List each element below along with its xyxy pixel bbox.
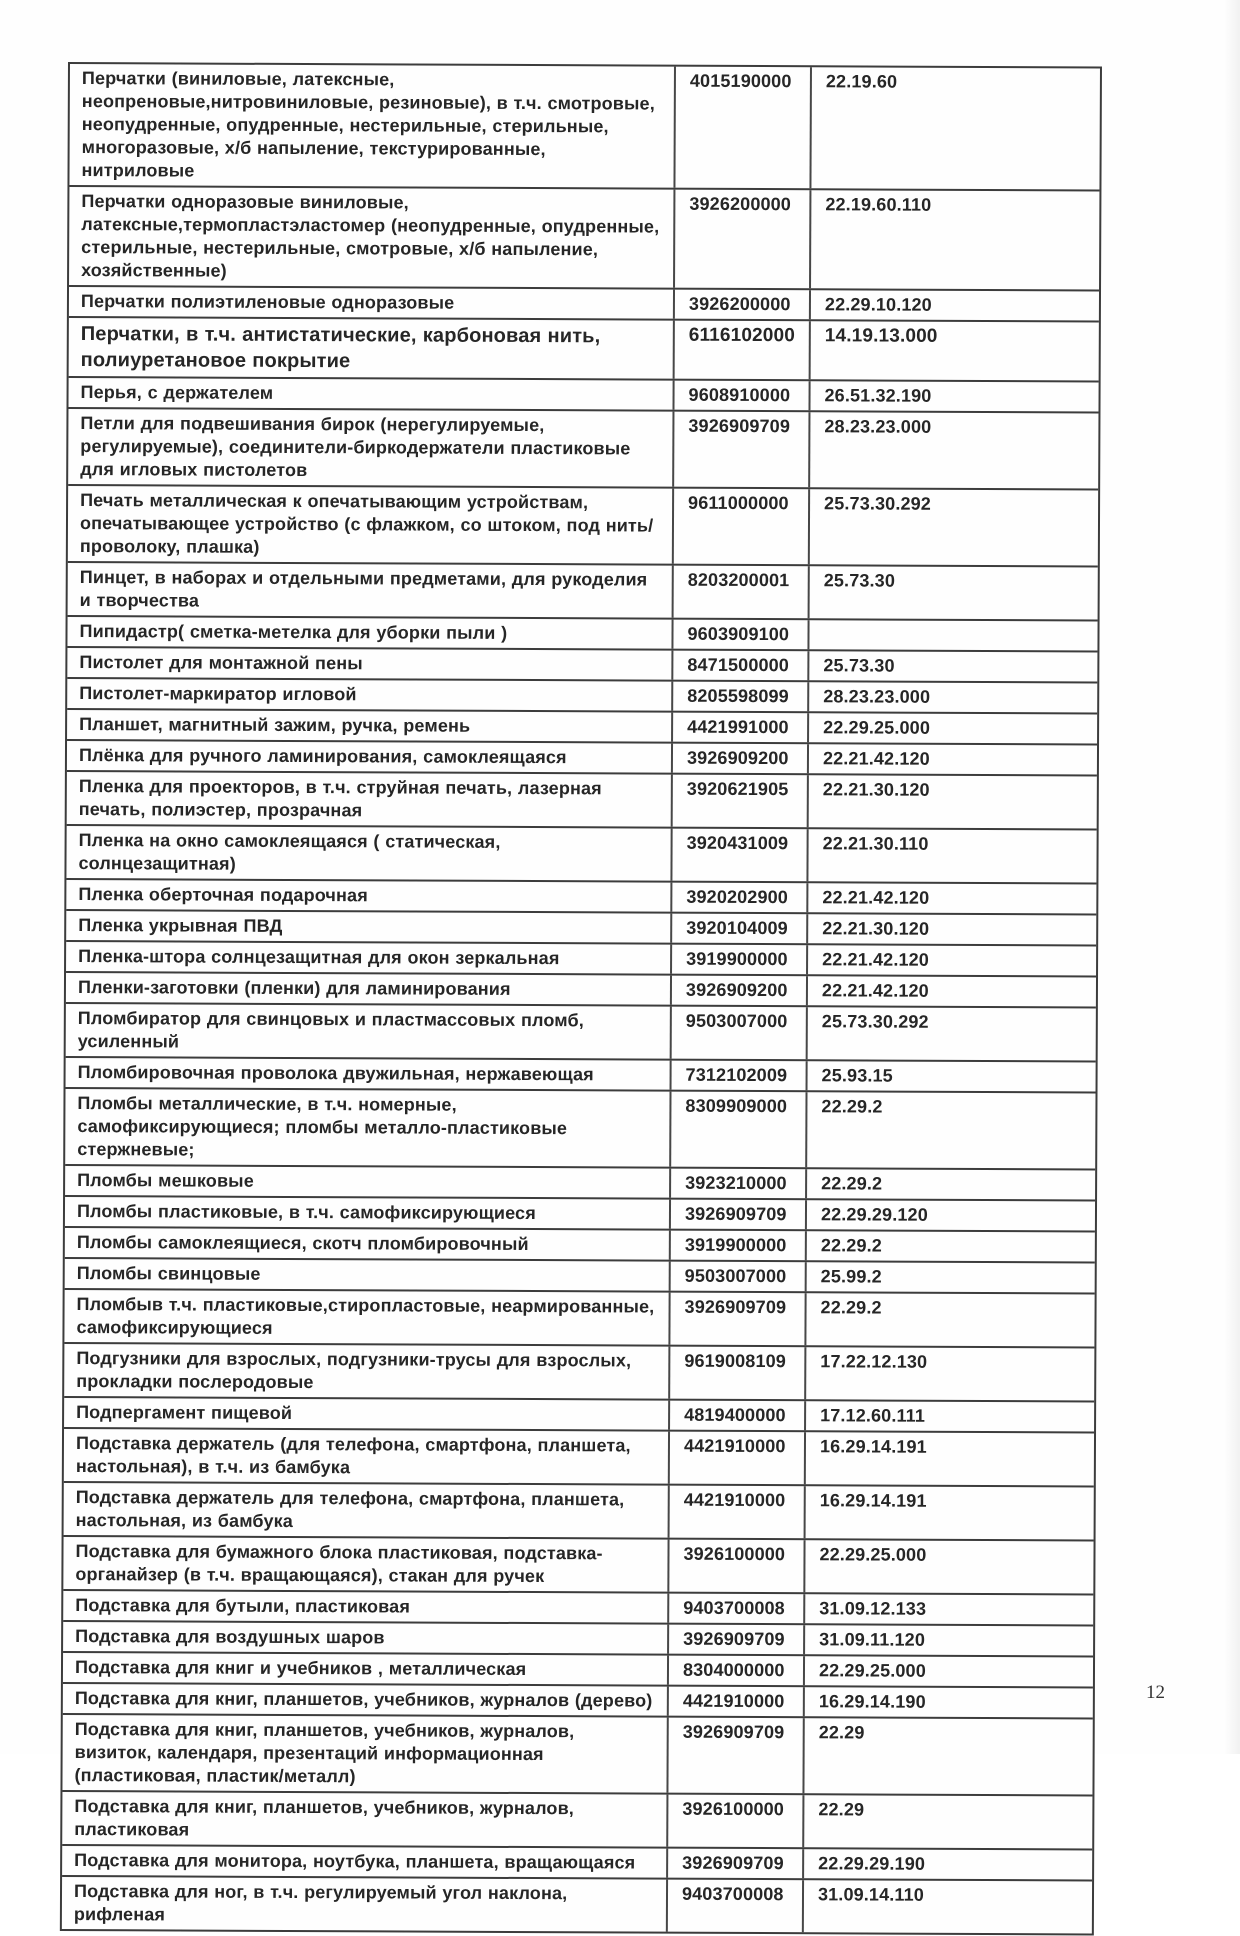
- product-description: Подставка для книг, планшетов, учебников, журналов, пластиковая: [74, 1796, 575, 1840]
- classifier-code: 22.19.60.110: [809, 190, 1099, 289]
- classifier-code: 22.29.25.000: [807, 713, 1097, 743]
- classifier-code: 16.29.14.191: [804, 1432, 1094, 1485]
- customs-code: 4421910000: [667, 1687, 803, 1717]
- classifier-code: 22.21.42.120: [806, 945, 1096, 975]
- product-description: Пломбировочная проволока двужильная, нержавеющая: [77, 1062, 594, 1085]
- customs-code: 9403700008: [666, 1880, 802, 1933]
- product-description: Подгузники для взрослых, подгузники-трусы для взрослых, прокладки послеродовые: [76, 1348, 632, 1393]
- product-description: Пленка оберточная подарочная: [78, 884, 368, 906]
- classifier-code: 14.19.13.000: [809, 321, 1099, 380]
- product-description: Пинцет, в наборах и отдельными предметами, для рукоделия и творчества: [79, 567, 648, 611]
- product-description: Пломбы свинцовые: [76, 1263, 261, 1284]
- classifier-code: 22.29.10.120: [809, 290, 1099, 320]
- product-description: Пломбы мешковые: [77, 1170, 254, 1191]
- classifier-code: 31.09.14.110: [802, 1880, 1092, 1933]
- customs-code: 4819400000: [668, 1401, 804, 1431]
- classifier-code: 25.73.30: [807, 651, 1097, 681]
- table-row: [63, 1620, 1093, 1655]
- table-row: [64, 1427, 1094, 1485]
- table-row: [65, 1164, 1095, 1199]
- customs-code: 3926200000: [673, 290, 809, 320]
- customs-code: 4421991000: [671, 713, 807, 743]
- product-description: Пломбы пластиковые, в т.ч. самофиксирующиеся: [76, 1201, 536, 1224]
- product-description: Пленки-заготовки (пленки) для ламинирования: [77, 977, 511, 999]
- customs-code: 4015190000: [673, 67, 810, 189]
- customs-code: 3926909709: [668, 1293, 804, 1346]
- customs-code: 3926909200: [671, 744, 807, 774]
- product-description: Перчатки, в т.ч. антистатические, карбоновая нить, полиуретановое покрытие: [80, 323, 601, 373]
- customs-code: 3926909709: [669, 1200, 805, 1230]
- customs-code: 3926909709: [667, 1625, 803, 1655]
- classifier-code: 22.21.42.120: [806, 883, 1096, 913]
- classifier-code: 22.29.29.120: [805, 1200, 1095, 1230]
- table-row: [65, 1195, 1095, 1230]
- customs-code: 3926909709: [666, 1718, 802, 1794]
- table-row: [67, 677, 1097, 712]
- classifier-code: 17.22.12.130: [804, 1347, 1094, 1400]
- table-row: [68, 407, 1098, 488]
- table-row: [64, 1342, 1094, 1400]
- product-description: Пленка укрывная ПВД: [78, 915, 283, 936]
- table-row: [65, 1257, 1095, 1292]
- customs-code: 3920104009: [670, 914, 806, 944]
- table-row: [68, 561, 1098, 619]
- customs-code: 3926200000: [673, 190, 809, 289]
- classifier-code: 25.73.30.292: [808, 489, 1098, 565]
- classifier-code: 22.29.2: [805, 1169, 1095, 1199]
- classifier-code: 22.29: [802, 1795, 1092, 1848]
- classifier-code: 31.09.12.133: [803, 1594, 1093, 1624]
- classifier-code: 22.29.2: [804, 1293, 1094, 1346]
- product-description: Перчатки (виниловые, латексные, неопреновые,нитровиниловые, резиновые), в т.ч. смотровые, неопудренные, опудренные, нестерильные, стерильные, многоразовые, х/б напыление, текстурированные, нитриловые: [81, 68, 655, 181]
- classifier-code: 28.23.23.000: [807, 682, 1097, 712]
- table-row: [67, 770, 1097, 828]
- customs-code: 9619008109: [668, 1347, 804, 1400]
- classifier-code: 25.99.2: [805, 1262, 1095, 1292]
- classifier-code: 17.12.60.111: [804, 1401, 1094, 1431]
- table-row: [66, 940, 1096, 975]
- table-row: [68, 484, 1098, 565]
- product-description: Пломбыв т.ч. пластиковые,стиропластовые, неармированные, самофиксирующиеся: [76, 1294, 655, 1338]
- product-description: Подставка держатель для телефона, смартфона, планшета, настольная, из бамбука: [75, 1487, 625, 1531]
- product-description: Подставка для бумажного блока пластиковая, подставка-органайзер (в т.ч. вращающаяся), стакан для ручек: [75, 1541, 603, 1587]
- classifier-code: 26.51.32.190: [808, 381, 1098, 411]
- product-description: Подставка держатель (для телефона, смартфона, планшета, настольная), в т.ч. из бамбука: [75, 1433, 631, 1478]
- page-number: 12: [1146, 1682, 1165, 1703]
- classifier-code: [807, 620, 1097, 650]
- product-description: Петли для подвешивания бирок (нерегулируемые, регулируемые), соединители-биркодержатели пластиковые для игловых пистолетов: [80, 413, 631, 481]
- classifier-code: 16.29.14.191: [804, 1486, 1094, 1539]
- table-row: [66, 909, 1096, 944]
- customs-code: 3919900000: [670, 945, 806, 975]
- customs-code: 3926100000: [666, 1795, 802, 1848]
- classifier-code: 25.73.30.292: [806, 1007, 1096, 1060]
- classifier-code: 22.21.30.110: [806, 829, 1096, 882]
- table-row: [65, 1087, 1095, 1168]
- customs-code: 9603909100: [671, 620, 807, 650]
- table-row: [62, 1844, 1092, 1879]
- table-row: [68, 376, 1098, 411]
- customs-code: 8309909000: [669, 1092, 805, 1168]
- table-row: [69, 316, 1099, 380]
- product-description: Подставка для монитора, ноутбука, планшета, вращающаяся: [74, 1850, 636, 1873]
- customs-code: 4421910000: [668, 1486, 804, 1539]
- classifier-code: 22.29.2: [805, 1231, 1095, 1261]
- classifier-code: 22.29: [802, 1718, 1092, 1794]
- product-description: Подставка для воздушных шаров: [75, 1626, 385, 1648]
- table-row: [62, 1790, 1092, 1848]
- classifier-code: 22.21.30.120: [807, 775, 1097, 828]
- classifier-code: 16.29.14.190: [803, 1687, 1093, 1717]
- product-description: Подставка для бутыли, пластиковая: [75, 1595, 411, 1617]
- customs-code: 3920431009: [670, 829, 806, 882]
- classifier-code: 22.19.60: [809, 67, 1100, 189]
- classifier-code: 28.23.23.000: [808, 412, 1098, 488]
- product-code-table: [60, 62, 1102, 1935]
- table-row: [65, 1226, 1095, 1261]
- table-row: [67, 708, 1097, 743]
- table-row: [66, 1002, 1096, 1060]
- table-row: [66, 971, 1096, 1006]
- classifier-code: 22.29.29.190: [802, 1849, 1092, 1879]
- customs-code: 3926909709: [666, 1849, 802, 1879]
- table-row: [67, 739, 1097, 774]
- table-row: [66, 1056, 1096, 1091]
- classifier-code: 22.21.30.120: [806, 914, 1096, 944]
- table-row: [63, 1651, 1093, 1686]
- product-description: Печать металлическая к опечатывающим устройствам, опечатывающее устройство (с флажком, со штоком, под нить/проволоку, плашка): [79, 490, 654, 557]
- product-description: Пленка-штора солнцезащитная для окон зеркальная: [78, 946, 560, 969]
- product-description: Пломбы самоклеящиеся, скотч пломбировочный: [76, 1232, 529, 1255]
- product-description: Пленка для проекторов, в т.ч. струйная печать, лазерная печать, полиэстер, прозрачная: [78, 776, 602, 821]
- table-row: [69, 64, 1100, 189]
- customs-code: 4421910000: [668, 1432, 804, 1485]
- table-row: [64, 1481, 1094, 1539]
- customs-code: 8304000000: [667, 1656, 803, 1686]
- customs-code: 3926100000: [667, 1540, 803, 1593]
- customs-code: 9503007000: [669, 1262, 805, 1292]
- product-description: Перья, с держателем: [80, 382, 274, 403]
- classifier-code: 22.21.42.120: [806, 976, 1096, 1006]
- product-description: Пленка на окно самоклеящаяся ( статическая, солнцезащитная): [78, 830, 501, 874]
- customs-code: 9503007000: [670, 1007, 806, 1060]
- product-description: Подставка для книг, планшетов, учебников, журналов, визиток, календаря, презентаций информационная (пластиковая, пластик/металл): [74, 1719, 575, 1787]
- classifier-code: 22.29.25.000: [803, 1540, 1093, 1593]
- scan-edge-shadow: [1224, 0, 1240, 1754]
- product-description: Перчатки одноразовые виниловые, латексные,термопластэластомер (неопудренные, опудренные, стерильные, нестерильные, смотровые, х/б напыление, хозяйственные): [81, 191, 660, 281]
- table-row: [63, 1682, 1093, 1717]
- customs-code: 7312102009: [670, 1061, 806, 1091]
- customs-code: 8203200001: [672, 566, 808, 619]
- product-description: Подставка для книг, планшетов, учебников, журналов (дерево): [74, 1688, 653, 1711]
- product-description: Пистолет-маркиратор игловой: [79, 683, 357, 705]
- product-description: Пистолет для монтажной пены: [79, 652, 363, 674]
- table-row: [64, 1288, 1094, 1346]
- customs-code: 3920621905: [671, 775, 807, 828]
- customs-code: 9608910000: [672, 381, 808, 411]
- customs-code: 3926909709: [672, 412, 808, 488]
- product-description: Пломбиратор для свинцовых и пластмассовых пломб, усиленный: [77, 1008, 584, 1052]
- table-row: [63, 1535, 1093, 1593]
- customs-code: 3920202900: [670, 883, 806, 913]
- table-row: [66, 824, 1096, 882]
- classifier-code: 25.73.30: [808, 566, 1098, 619]
- classifier-code: 25.93.15: [806, 1061, 1096, 1091]
- customs-code: 3923210000: [669, 1169, 805, 1199]
- customs-code: 9403700008: [667, 1594, 803, 1624]
- product-description: Подставка для ног, в т.ч. регулируемый угол наклона, рифленая: [73, 1881, 568, 1925]
- table-row: [69, 285, 1099, 320]
- product-description: Планшет, магнитный зажим, ручка, ремень: [79, 714, 471, 736]
- classifier-code: 31.09.11.120: [803, 1625, 1093, 1655]
- table-row: [67, 646, 1097, 681]
- table-row: [69, 185, 1099, 289]
- customs-code: 8471500000: [671, 651, 807, 681]
- product-description: Пломбы металлические, в т.ч. номерные, самофиксирующиеся; пломбы металло-пластиковые стержневые;: [77, 1093, 568, 1160]
- customs-code: 8205598099: [671, 682, 807, 712]
- customs-code: 6116102000: [673, 321, 809, 380]
- table-row: [63, 1589, 1093, 1624]
- classifier-code: 22.29.25.000: [803, 1656, 1093, 1686]
- table-row: [66, 878, 1096, 913]
- product-description: Пипидастр( сметка-метелка для уборки пыли ): [79, 621, 508, 643]
- table-row: [62, 1875, 1092, 1933]
- classifier-code: 22.21.42.120: [807, 744, 1097, 774]
- table-row: [67, 615, 1097, 650]
- product-description: Перчатки полиэтиленовые одноразовые: [80, 291, 455, 313]
- customs-code: 9611000000: [672, 489, 808, 565]
- customs-code: 3926909200: [670, 976, 806, 1006]
- customs-code: 3919900000: [669, 1231, 805, 1261]
- product-description: Подпергамент пищевой: [76, 1402, 293, 1423]
- product-description: Плёнка для ручного ламинирования, самоклеящаяся: [78, 745, 567, 768]
- classifier-code: 22.29.2: [805, 1092, 1095, 1168]
- table-row: [64, 1396, 1094, 1431]
- product-description: Подставка для книг и учебников , металлическая: [74, 1657, 527, 1680]
